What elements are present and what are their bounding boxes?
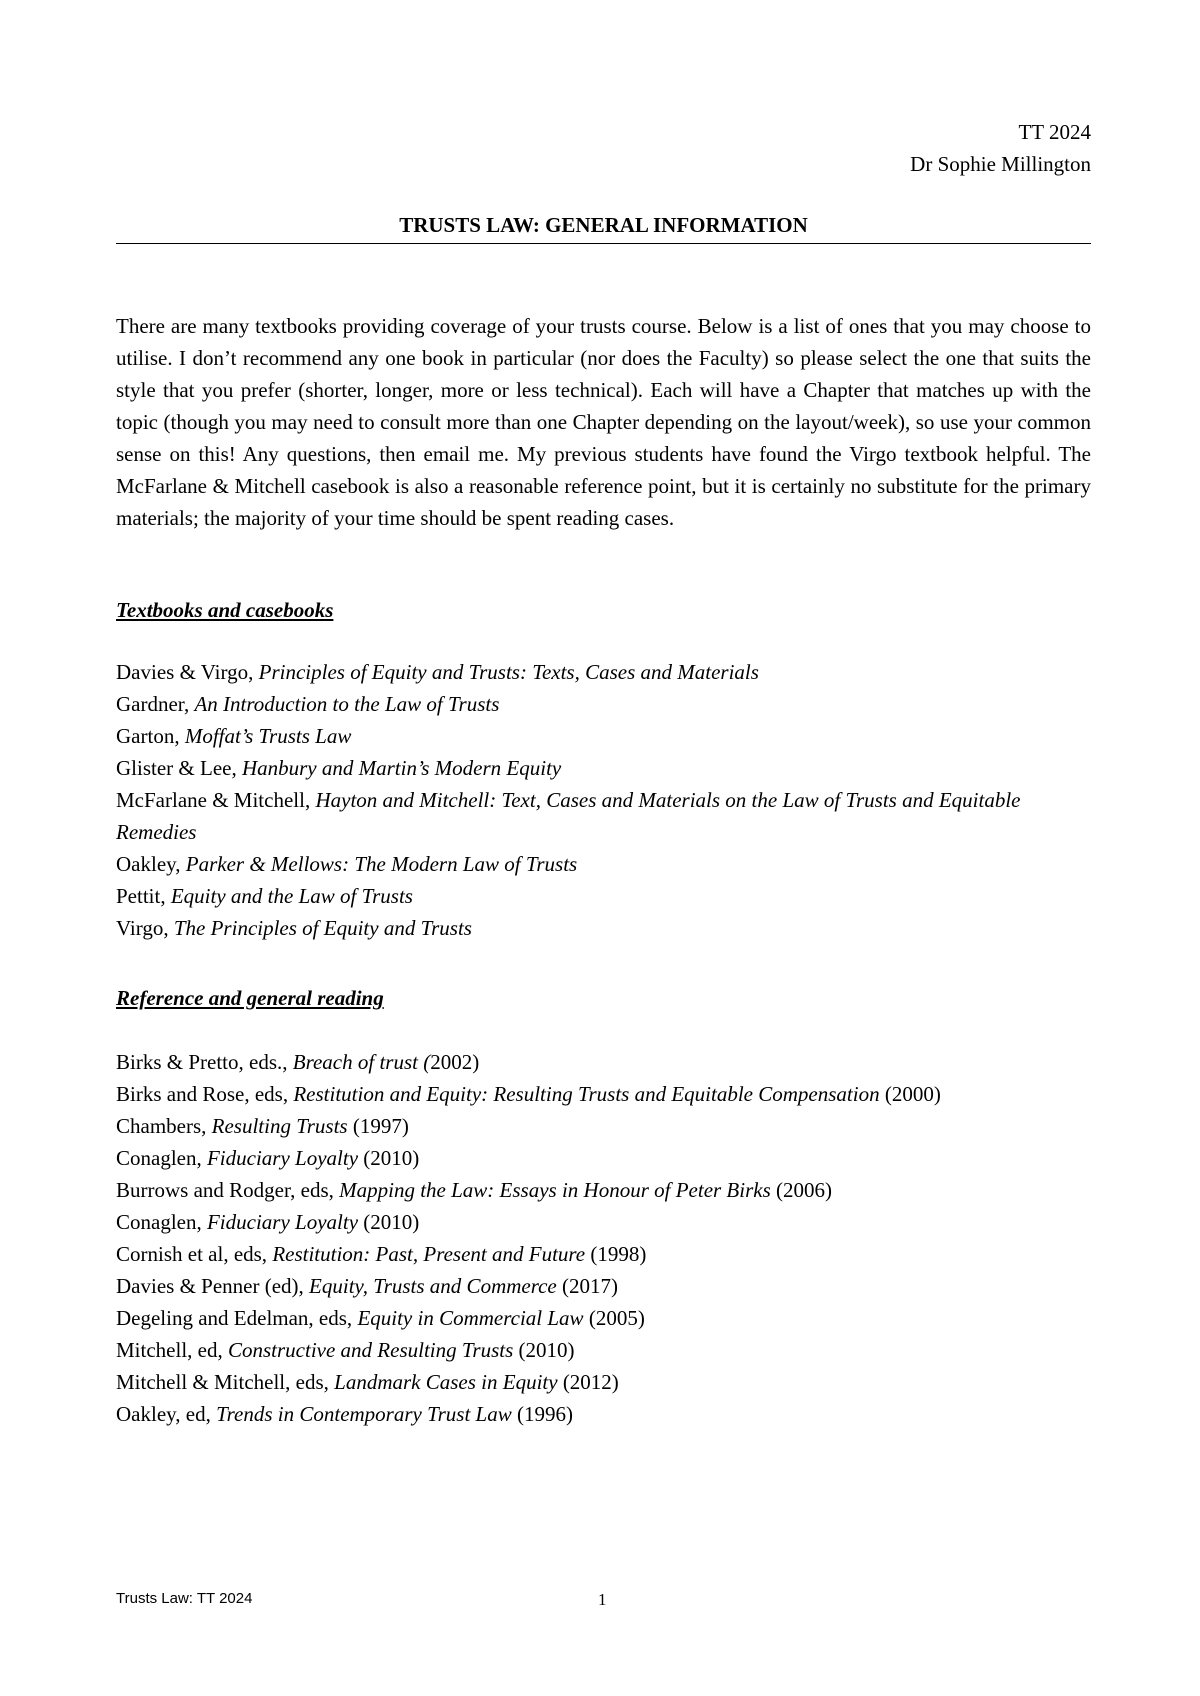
- entry-year: (2010): [513, 1338, 575, 1362]
- list-item: [116, 1302, 1101, 1334]
- entry-title: An Introduction to the Law of Trusts: [194, 692, 500, 716]
- entry-title: Equity in Commercial Law: [357, 1306, 584, 1330]
- list-item: [116, 912, 1101, 944]
- entry-author: Birks & Pretto, eds.,: [116, 1050, 293, 1074]
- entry-author: McFarlane & Mitchell,: [116, 788, 316, 812]
- list-item: [116, 848, 1101, 880]
- entry-title: Moffat’s Trusts Law: [184, 724, 352, 748]
- entry-author: Virgo,: [116, 916, 174, 940]
- term-label: TT 2024: [1018, 120, 1091, 144]
- entry-author: Conaglen,: [116, 1210, 207, 1234]
- list-item: [116, 1046, 1101, 1078]
- list-item: [116, 1270, 1101, 1302]
- entry-year: 2002): [430, 1050, 480, 1074]
- entry-title: Trends in Contemporary Trust Law: [216, 1402, 512, 1426]
- entry-title: Restitution: Past, Present and Future: [272, 1242, 586, 1266]
- page-number: 1: [598, 1590, 607, 1609]
- entry-title: Principles of Equity and Trusts: Texts, Cases and Materials: [258, 660, 759, 684]
- textbooks-list: [116, 656, 1101, 944]
- entry-author: Oakley,: [116, 852, 186, 876]
- entry-author: Conaglen,: [116, 1146, 207, 1170]
- entry-author: Davies & Penner (ed),: [116, 1274, 310, 1298]
- entry-title: Resulting Trusts: [211, 1114, 348, 1138]
- entry-author: Chambers,: [116, 1114, 212, 1138]
- entry-title: Hanbury and Martin’s Modern Equity: [241, 756, 562, 780]
- entry-author: Pettit,: [116, 884, 171, 908]
- list-item: [116, 1174, 1101, 1206]
- list-item: [116, 1078, 1101, 1110]
- list-item: [116, 880, 1101, 912]
- list-item: [116, 1334, 1101, 1366]
- entry-title: Constructive and Resulting Trusts: [227, 1338, 514, 1362]
- entry-title: Mapping the Law: Essays in Honour of Peter Birks: [339, 1178, 771, 1202]
- list-item: [116, 688, 1101, 720]
- entry-author: Glister & Lee,: [116, 756, 242, 780]
- entry-title: Restitution and Equity: Resulting Trusts and Equitable Compensation: [293, 1082, 880, 1106]
- entry-author: Garton,: [116, 724, 185, 748]
- header-block: [116, 116, 1091, 180]
- list-item: [116, 752, 1101, 784]
- entry-author: Oakley, ed,: [116, 1402, 217, 1426]
- list-item: [116, 1142, 1101, 1174]
- entry-author: Birks and Rose, eds,: [116, 1082, 294, 1106]
- list-item: [116, 1110, 1101, 1142]
- entry-year: (2012): [557, 1370, 619, 1394]
- author-name: Dr Sophie Millington: [910, 152, 1091, 176]
- entry-author: Mitchell, ed,: [116, 1338, 228, 1362]
- entry-title: Parker & Mellows: The Modern Law of Trusts: [185, 852, 578, 876]
- list-item: [116, 720, 1101, 752]
- entry-author: Davies & Virgo,: [116, 660, 259, 684]
- entry-title: Breach of trust (: [292, 1050, 431, 1074]
- entry-year: (2010): [358, 1146, 420, 1170]
- entry-year: (2006): [770, 1178, 833, 1202]
- entry-title: Fiduciary Loyalty: [206, 1210, 359, 1234]
- entry-author: Burrows and Rodger, eds,: [116, 1178, 340, 1202]
- entry-year: (2010): [358, 1210, 420, 1234]
- entry-title: Equity and the Law of Trusts: [170, 884, 413, 908]
- entry-author: Gardner,: [116, 692, 195, 716]
- reference-list: [116, 1046, 1101, 1430]
- list-item: [116, 1238, 1101, 1270]
- textbooks-heading: Textbooks and casebooks: [116, 598, 334, 622]
- list-item: [116, 784, 1101, 848]
- entry-year: (1996): [511, 1402, 573, 1426]
- intro-paragraph: There are many textbooks providing coverage of your trusts course. Below is a list of ones that you may choose to utilise. I don’t recommend any one book in particular (nor does the Faculty) so please select the one that suits the style that you prefer (shorter, longer, more or less technical). Each will have a Chapter that matches up with the topic (though you may need to consult more than one Chapter depending on the layout/week), so use your common sense on this! Any questions, then email me. My previous students have found the Virgo textbook helpful. The McFarlane & Mitchell casebook is also a reasonable reference point, but it is certainly no substitute for the primary materials; the majority of your time should be spent reading cases.: [116, 314, 1091, 530]
- entry-title: Landmark Cases in Equity: [334, 1370, 558, 1394]
- entry-author: Mitchell & Mitchell, eds,: [116, 1370, 335, 1394]
- entry-title: Equity, Trusts and Commerce: [309, 1274, 557, 1298]
- entry-title: Hayton and Mitchell: Text, Cases and Materials on the Law of Trusts and Equitable Remedies: [116, 788, 1021, 844]
- list-item: [116, 1366, 1101, 1398]
- page-title: TRUSTS LAW: GENERAL INFORMATION: [116, 210, 1091, 244]
- entry-year: (2017): [556, 1274, 619, 1298]
- list-item: [116, 1398, 1101, 1430]
- list-item: [116, 656, 1101, 688]
- reference-heading: Reference and general reading: [116, 986, 384, 1010]
- entry-year: (2000): [879, 1082, 941, 1106]
- footer-label: Trusts Law: TT 2024: [116, 1590, 253, 1607]
- list-item: [116, 1206, 1101, 1238]
- entry-title: Fiduciary Loyalty: [206, 1146, 359, 1170]
- entry-year: (1997): [347, 1114, 409, 1138]
- entry-title: The Principles of Equity and Trusts: [173, 916, 472, 940]
- entry-year: (1998): [585, 1242, 647, 1266]
- entry-year: (2005): [583, 1306, 645, 1330]
- entry-author: Degeling and Edelman, eds,: [116, 1306, 358, 1330]
- entry-author: Cornish et al, eds,: [116, 1242, 273, 1266]
